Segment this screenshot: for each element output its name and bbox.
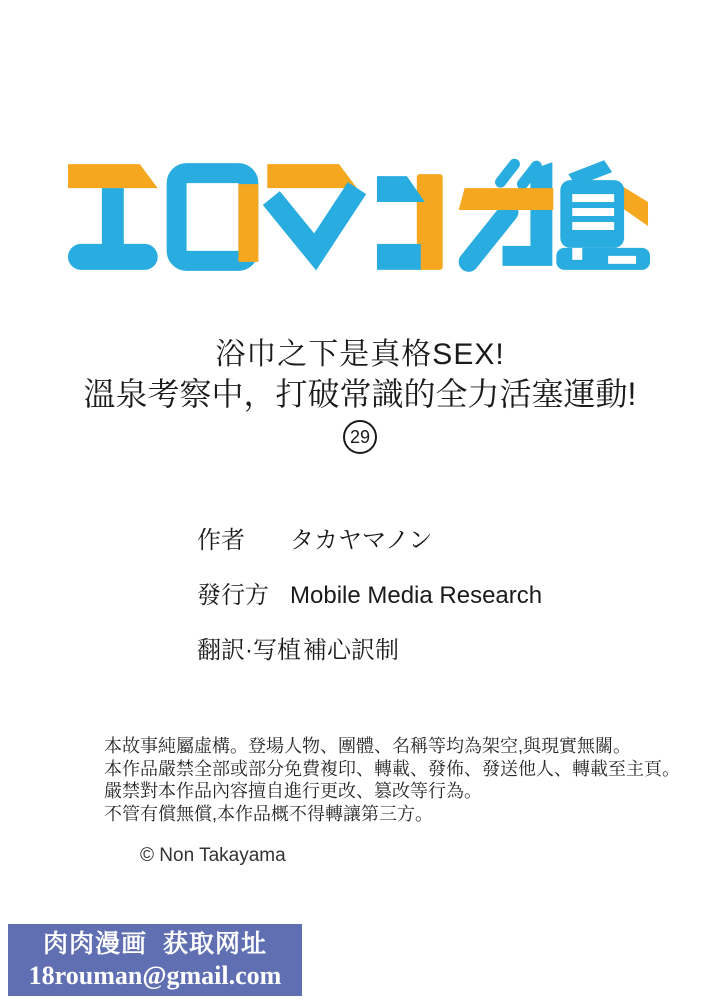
chapter-title-line2: 溫泉考察中，打破常識的全力活塞運動! bbox=[83, 376, 637, 412]
credit-row-translation bbox=[197, 637, 542, 664]
watermark-banner bbox=[8, 924, 302, 996]
credit-label: 翻訳·写植 bbox=[197, 637, 301, 664]
watermark-site-name: 肉肉漫画 获取网址 bbox=[43, 930, 267, 958]
site-logo bbox=[66, 158, 654, 276]
credit-value: タカヤマノン bbox=[290, 527, 433, 554]
chapter-title-block bbox=[0, 336, 720, 454]
disclaimer-line: 本故事純屬虛構。登場人物、團體、名稱等均為架空,與現實無關。 bbox=[104, 736, 631, 756]
chapter-number-badge: 29 bbox=[343, 420, 377, 454]
copyright-notice: © Non Takayama bbox=[140, 845, 286, 866]
credit-row-author bbox=[197, 527, 542, 554]
disclaimer-line: 不管有償無償,本作品概不得轉讓第三方。 bbox=[104, 803, 433, 824]
credit-label: 作者 bbox=[197, 527, 245, 554]
credit-value: 補心訳制 bbox=[303, 637, 399, 664]
disclaimer-block bbox=[104, 735, 680, 825]
disclaimer-line: 本作品嚴禁全部或部分免費複印、轉載、發佈、發送他人、轉載至主頁。 bbox=[104, 758, 680, 779]
chapter-title-line1: 浴巾之下是真格SEX! bbox=[215, 338, 505, 371]
watermark-email: 18rouman@gmail.com bbox=[28, 961, 282, 990]
credit-value: Mobile Media Research bbox=[290, 582, 543, 609]
credit-label: 發行方 bbox=[197, 582, 269, 609]
site-logo-image bbox=[66, 158, 654, 276]
credit-row-publisher bbox=[197, 582, 542, 609]
credits-list bbox=[197, 527, 542, 692]
disclaimer-line: 嚴禁對本作品內容擅自進行更改、篡改等行為。 bbox=[104, 781, 482, 801]
